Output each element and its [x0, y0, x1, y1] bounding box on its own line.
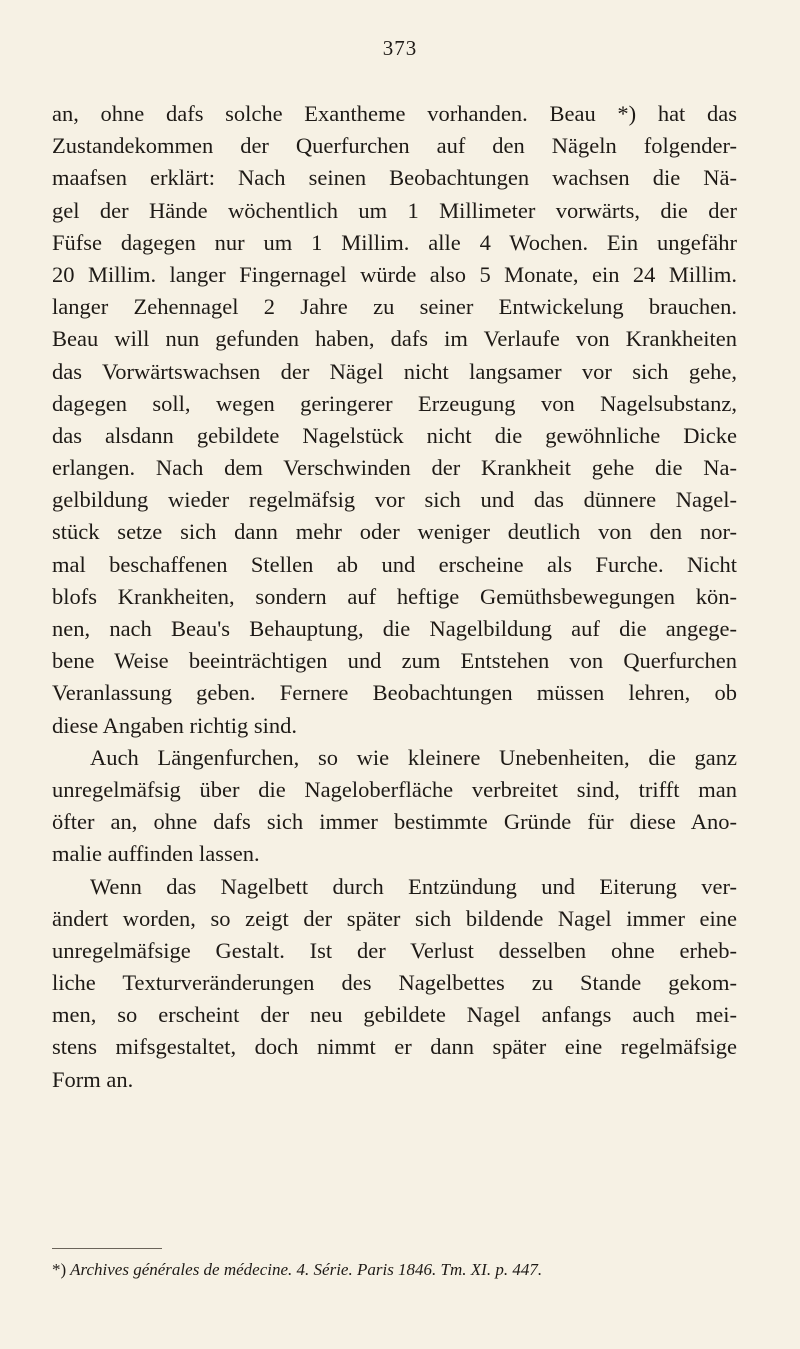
text-line: stück setze sich dann mehr oder weniger deutlich von den nor- [52, 519, 737, 545]
text-line: gel der Hände wöchentlich um 1 Millimeter vorwärts, die der [52, 197, 737, 223]
text-line: an, ohne dafs solche Exantheme vorhanden. Beau *) hat das [52, 101, 737, 126]
text-line: dagegen soll, wegen geringerer Erzeugung von Nagelsubstanz, [52, 390, 737, 416]
text-line: ändert worden, so zeigt der später sich bildende Nagel immer eine [52, 905, 737, 931]
footnote [52, 1260, 737, 1280]
text-line: stens mifsgestaltet, doch nimmt er dann später eine regelmäfsige [52, 1034, 737, 1060]
text-line: Zustandekommen der Querfurchen auf den Nägeln folgender- [52, 133, 737, 159]
text-line: bene Weise beeinträchtigen und zum Entstehen von Querfurchen [52, 648, 737, 674]
footnote-divider [52, 1248, 162, 1249]
text-line: das Vorwärtswachsen der Nägel nicht langsamer vor sich gehe, [52, 358, 737, 384]
text-line: langer Zehennagel 2 Jahre zu seiner Entwickelung brauchen. [52, 294, 737, 320]
footnote-text: Archives générales de médecine. 4. Série. Paris 1846. Tm. XI. p. 447. [70, 1260, 543, 1279]
text-line: 20 Millim. langer Fingernagel würde also 5 Monate, ein 24 Millim. [52, 261, 737, 287]
text-line: maafsen erklärt: Nach seinen Beobachtungen wachsen die Nä- [52, 165, 737, 191]
text-line: Form an. [52, 1066, 134, 1092]
page-number: 373 [382, 36, 418, 60]
text-line: malie auffinden lassen. [52, 841, 260, 867]
footnote-marker: *) [52, 1260, 67, 1279]
text-line: gelbildung wieder regelmäfsig vor sich und das dünnere Nagel- [52, 487, 737, 513]
text-line: das alsdann gebildete Nagelstück nicht die gewöhnliche Dicke [52, 422, 737, 448]
text-line: liche Texturveränderungen des Nagelbettes zu Stande gekom- [52, 970, 737, 996]
text-line: öfter an, ohne dafs sich immer bestimmte Gründe für diese Ano- [52, 809, 737, 835]
text-line: nen, nach Beau's Behauptung, die Nagelbildung auf die angege- [52, 616, 737, 641]
text-line: Auch Längenfurchen, so wie kleinere Unebenheiten, die ganz [90, 744, 737, 770]
text-line: erlangen. Nach dem Verschwinden der Krankheit gehe die Na- [52, 455, 737, 481]
text-line: mal beschaffenen Stellen ab und erscheine als Furche. Nicht [52, 551, 737, 577]
text-line: diese Angaben richtig sind. [52, 712, 297, 738]
body-text [52, 98, 737, 1096]
text-line: blofs Krankheiten, sondern auf heftige Gemüthsbewegungen kön- [52, 583, 737, 609]
text-line: Beau will nun gefunden haben, dafs im Verlaufe von Krankheiten [52, 326, 737, 352]
text-line: men, so erscheint der neu gebildete Nagel anfangs auch mei- [52, 1002, 737, 1028]
text-line: unregelmäfsige Gestalt. Ist der Verlust desselben ohne erheb- [52, 937, 737, 963]
text-line: Füfse dagegen nur um 1 Millim. alle 4 Wochen. Ein ungefähr [52, 229, 737, 255]
text-line: Veranlassung geben. Fernere Beobachtungen müssen lehren, ob [52, 680, 737, 706]
text-line: Wenn das Nagelbett durch Entzündung und Eiterung ver- [90, 873, 737, 899]
text-line: unregelmäfsig über die Nageloberfläche verbreitet sind, trifft man [52, 776, 737, 802]
